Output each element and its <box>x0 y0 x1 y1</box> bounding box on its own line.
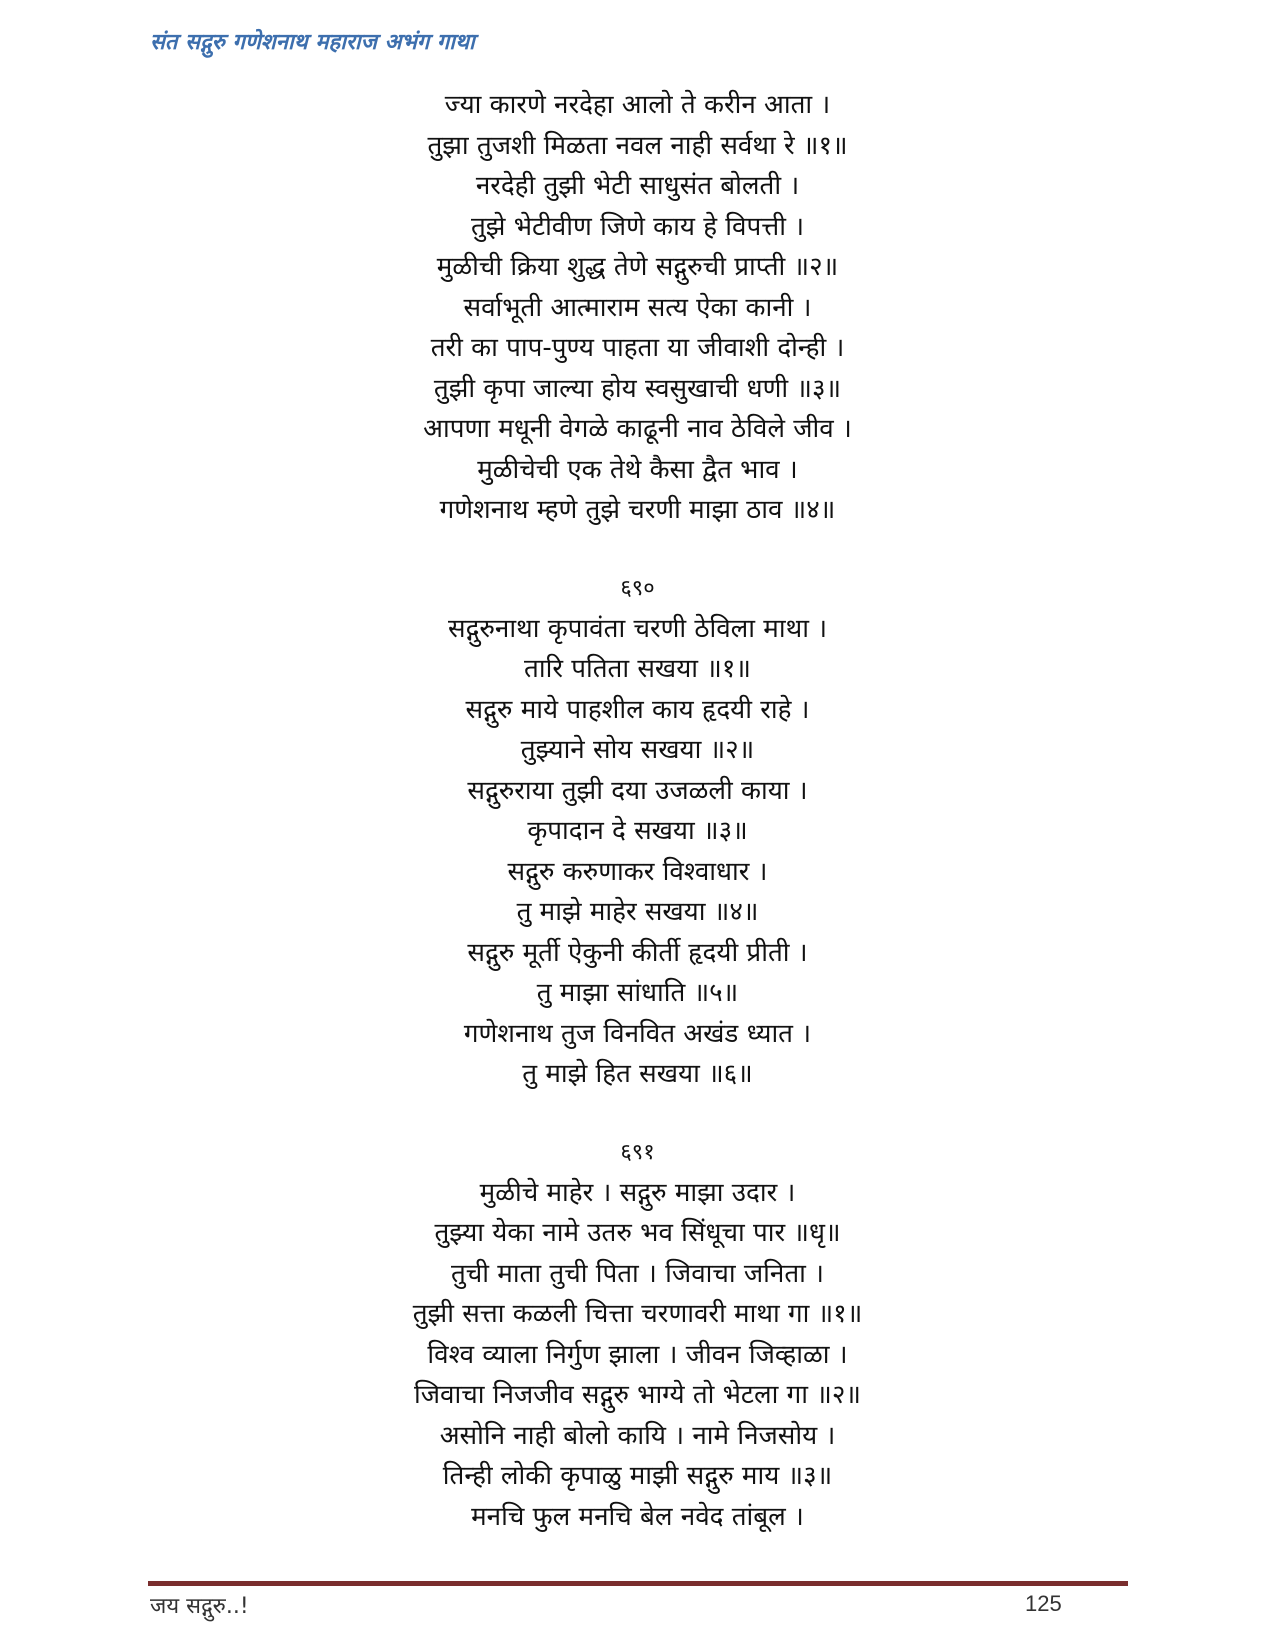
verse-line: सद्गुरु माये पाहशील काय हृदयी राहे । <box>465 694 810 725</box>
abhang-number: ६९१ <box>620 1139 655 1165</box>
verse-line: मुळीची क्रिया शुद्ध तेणे सद्गुरुची प्राप्ती ॥२॥ <box>436 252 839 282</box>
verse-line: गणेशनाथ तुज विनवित अखंड ध्यात । <box>463 1018 812 1049</box>
verse-section <box>150 1133 1125 1538</box>
verse-section <box>150 85 1125 531</box>
verse-line: तिन्ही लोकी कृपाळु माझी सद्गुरु माय ॥३॥ <box>442 1461 833 1491</box>
verse-line: तारि पतिता सखया ॥१॥ <box>524 654 751 684</box>
verse-line: सद्गुरु मूर्ती ऐकुनी कीर्ती हृदयी प्रीती । <box>467 937 808 968</box>
verse-line: तुझे भेटीवीण जिणे काय हे विपत्ती । <box>470 211 805 242</box>
verse-line: सद्गुरु करुणाकर विश्वाधार । <box>507 856 768 887</box>
verse-line: सर्वाभूती आत्माराम सत्य ऐका कानी । <box>463 292 812 323</box>
page-header-title: संत सद्गुरु गणेशनाथ महाराज अभंग गाथा <box>150 30 475 55</box>
verse-line: नरदेही तुझी भेटी साधुसंत बोलती । <box>475 171 800 201</box>
verse-line: सद्गुरुराया तुझी दया उजळली काया । <box>467 775 808 806</box>
verse-line: आपणा मधूनी वेगळे काढूनी नाव ठेविले जीव । <box>423 414 852 444</box>
footer-salutation: जय सद्गुरु..! <box>150 1594 249 1619</box>
page-number: 125 <box>1025 1591 1062 1616</box>
verse-line: मनचि फुल मनचि बेल नवेद तांबूल । <box>471 1501 804 1532</box>
verse-line: मुळीचेची एक तेथे कैसा द्वैत भाव । <box>477 454 798 485</box>
verse-line: तुझी सत्ता कळली चित्ता चरणावरी माथा गा ॥१॥ <box>412 1299 863 1329</box>
verse-line: विश्व व्याला निर्गुण झाला । जीवन जिव्हाळा । <box>427 1339 848 1370</box>
verse-line: तुझा तुजशी मिळता नवल नाही सर्वथा रे ॥१॥ <box>427 130 848 161</box>
abhang-number: ६९० <box>620 575 655 601</box>
verse-line: असोनि नाही बोलो कायि । नामे निजसोय । <box>439 1420 836 1451</box>
verse-line: गणेशनाथ म्हणे तुझे चरणी माझा ठाव ॥४॥ <box>439 495 836 525</box>
verse-line: तु माझे हित सखया ॥६॥ <box>522 1059 753 1089</box>
verse-line: तुझ्या येका नामे उतरु भव सिंधूचा पार ॥धृ॥ <box>434 1218 841 1248</box>
verse-line: ज्या कारणे नरदेहा आलो ते करीन आता । <box>444 90 831 120</box>
verse-line: तरी का पाप-पुण्य पाहता या जीवाशी दोन्ही । <box>430 333 845 363</box>
verse-line: तुझ्याने सोय सखया ॥२॥ <box>520 735 755 765</box>
verse-line: तु माझे माहेर सखया ॥४॥ <box>516 897 759 927</box>
verse-line: सद्गुरुनाथा कृपावंता चरणी ठेविला माथा । <box>447 613 828 644</box>
verse-section <box>150 569 1125 1095</box>
section-spacer <box>150 1095 1125 1133</box>
verse-line: तु माझा सांधाति ॥५॥ <box>536 978 739 1008</box>
verse-content <box>150 85 1125 1537</box>
verse-line: तुझी कृपा जाल्या होय स्वसुखाची धणी ॥३॥ <box>433 373 842 404</box>
verse-line: मुळीचे माहेर । सद्गुरु माझा उदार । <box>479 1177 796 1208</box>
footer-divider <box>148 1581 1128 1586</box>
verse-line: जिवाचा निजजीव सद्गुरु भाग्ये तो भेटला गा ॥२॥ <box>414 1380 861 1410</box>
section-spacer <box>150 531 1125 569</box>
verse-line: तुची माता तुची पिता । जिवाचा जनिता । <box>450 1258 825 1289</box>
verse-line: कृपादान दे सखया ॥३॥ <box>527 816 748 846</box>
